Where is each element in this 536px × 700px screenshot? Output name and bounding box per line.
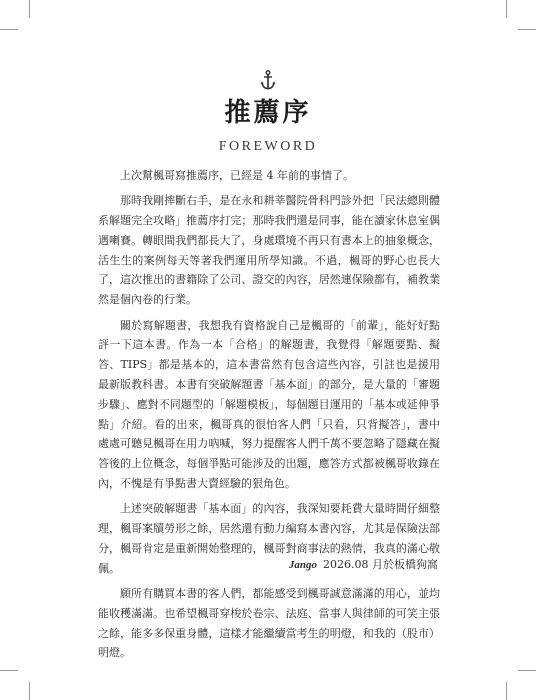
paragraph: 關於寫解題書，我想我有資格說自己是楓哥的「前輩」，能好好點評一下這本書。作為一本「合格」的解題書，我覺得「解題要點、擬答、TIPS」都是基本的，這本書當然有包含這些內容，引註也是援用最新版教科書。本書有突破解題書「基本面」的部分，是大量的「審題步驟」、應對不同題型的「解題模板」，每個題目運用的「基本或延伸爭點」介紹。看的出來，楓哥真的很怕客人們「只看，只背擬答」，書中處處可聽見楓哥在用力吶喊，努力提醒客人們千萬不要忽略了隱藏在擬答後的上位概念，每個爭點可能涉及的出題，應答方式都被楓哥收錄在內，不愧是有爭點書大賣經驗的狠角色。 <box>98 318 440 490</box>
paragraph: 上次幫楓哥寫推薦序，已經是 4 年前的事情了。 <box>120 169 354 182</box>
crop-mark <box>506 0 507 18</box>
crop-mark <box>518 670 536 671</box>
paragraph: 那時我剛摔斷右手，是在永和耕莘醫院骨科門診外把「民法總則體系解題完全攻略」推薦序打完；那時我們還是同事，能在讀家休息室偶遇喇賽。轉眼間我們都長大了，身處環境不再只有書本上的抽象概念，活生生的案例每天等著我們運用所學知識。不過，楓哥的野心也長大了，這次推出的書籍除了公司、證交的內容，居然連保險都有，補教業然是個內卷的行業。 <box>98 194 440 307</box>
signature <box>289 556 438 572</box>
anchor-icon <box>0 70 536 94</box>
signature-date-place: 2026.08 月於板橋狗窩 <box>323 558 438 571</box>
foreword-body <box>98 166 440 669</box>
signature-author: Jango <box>288 559 318 571</box>
crop-mark <box>29 0 30 18</box>
crop-mark <box>29 682 30 700</box>
crop-mark <box>0 29 18 30</box>
paragraph: 願所有購買本書的客人們，都能感受到楓哥誠意滿滿的用心，並均能收穫滿滿。也希望楓哥穿梭於卷宗、法庭、當事人與律師的可笑主張之餘，能多多保重身體，這樣才能繼續當考生的明燈，和我的（股市）明燈。 <box>98 586 440 660</box>
paragraph: 上述突破解題書「基本面」的內容，我深知要耗費大量時間仔細整理，楓哥案牘勞形之餘，居然還有動力編寫本書內容，尤其是保險法部分，楓哥肯定是重新開始整理的，楓哥對商事法的熱情，我真的滿心敬佩。 <box>98 502 440 575</box>
crop-mark <box>506 682 507 700</box>
crop-mark <box>518 29 536 30</box>
crop-mark <box>0 670 18 671</box>
page-title: 推薦序 <box>224 98 312 128</box>
page-subtitle: FOREWORD <box>218 139 318 154</box>
